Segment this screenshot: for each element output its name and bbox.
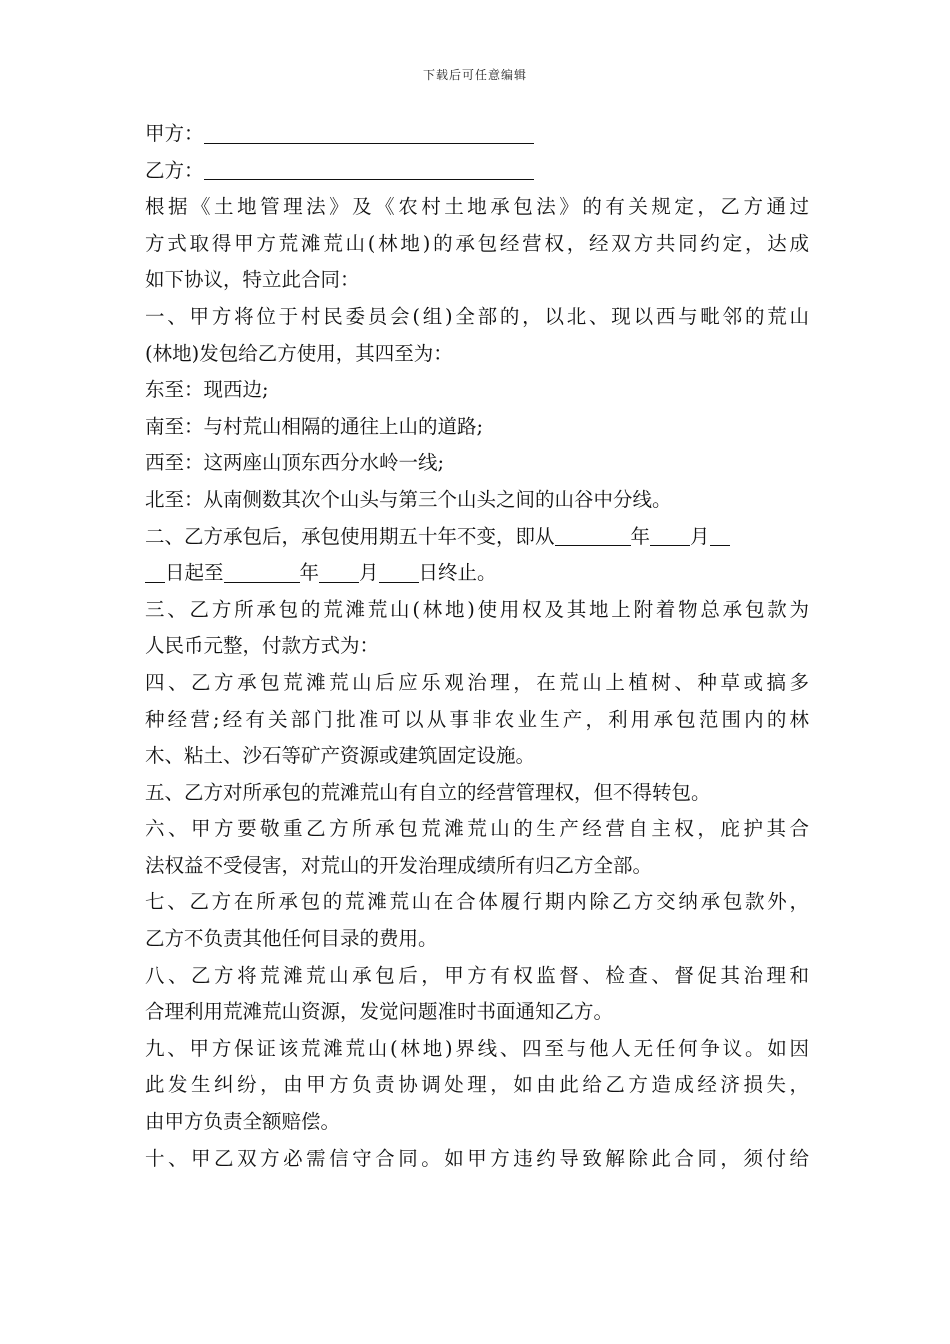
header-note: 下载后可任意编辑 xyxy=(422,68,527,82)
boundary-north: 北至：从南侧数其次个山头与第三个山头之间的山谷中分线。 xyxy=(145,487,672,511)
clause-3-line-1: 三、乙方所承包的荒滩荒山(林地)使用权及其地上附着物总承包款为 xyxy=(145,597,809,621)
start-year-blank[interactable] xyxy=(555,525,631,546)
end-month-blank[interactable] xyxy=(319,561,359,582)
clause-6-line-1: 六、甲方要敬重乙方所承包荒滩荒山的生产经营自主权，庇护其合 xyxy=(145,817,809,841)
clause-10-line-1: 十、甲乙双方必需信守合同。如甲方违约导致解除此合同，须付给 xyxy=(145,1146,809,1170)
clause-2-prefix: 二、乙方承包后，承包使用期五十年不变，即从 xyxy=(145,524,555,548)
party-a-blank[interactable] xyxy=(204,122,534,143)
preamble-line-2: 方式取得甲方荒滩荒山(林地)的承包经营权，经双方共同约定，达成 xyxy=(145,231,809,255)
preamble-line-3: 如下协议，特立此合同： xyxy=(145,268,360,292)
start-year-label: 年 xyxy=(630,524,651,548)
party-b-blank[interactable] xyxy=(204,159,534,180)
clause-4-line-3: 木、粘土、沙石等矿产资源或建筑固定设施。 xyxy=(145,744,536,768)
boundary-east: 东至：现西边; xyxy=(145,378,269,402)
clause-8-line-1: 八、乙方将荒滩荒山承包后，甲方有权监督、检查、督促其治理和 xyxy=(145,963,809,987)
end-year-blank[interactable] xyxy=(224,561,300,582)
clause-7-line-1: 七、乙方在所承包的荒滩荒山在合体履行期内除乙方交纳承包款外， xyxy=(145,890,809,914)
start-day-blank-cont[interactable] xyxy=(145,561,165,582)
clause-2-line-2 xyxy=(145,555,809,592)
clause-4-line-2: 种经营;经有关部门批准可以从事非农业生产，利用承包范围内的林 xyxy=(145,707,809,731)
clause-1-line-1: 一、甲方将位于村民委员会(组)全部的，以北、现以西与毗邻的荒山 xyxy=(145,304,809,328)
end-day-blank[interactable] xyxy=(379,561,419,582)
end-day-label: 日终止。 xyxy=(418,561,497,585)
clause-9-line-3: 由甲方负责全额赔偿。 xyxy=(145,1110,341,1134)
clause-3-line-2: 人民币元整，付款方式为： xyxy=(145,634,380,658)
party-a-label: 甲方： xyxy=(145,122,204,145)
clause-4-line-1: 四、乙方承包荒滩荒山后应乐观治理，在荒山上植树、种草或搞多 xyxy=(145,670,809,694)
clause-5-line-1: 五、乙方对所承包的荒滩荒山有自立的经营管理权，但不得转包。 xyxy=(145,780,711,804)
clause-9-line-2: 此发生纠纷，由甲方负责协调处理，如由此给乙方造成经济损失， xyxy=(145,1073,809,1097)
start-day-blank[interactable] xyxy=(710,525,730,546)
party-b-line xyxy=(145,153,809,190)
clause-1-line-2: (林地)发包给乙方使用，其四至为： xyxy=(145,341,453,365)
start-month-blank[interactable] xyxy=(650,525,690,546)
start-day-label: 日起至 xyxy=(165,561,224,585)
boundary-south: 南至：与村荒山相隔的通往上山的道路; xyxy=(145,414,484,438)
clause-9-line-1: 九、甲方保证该荒滩荒山(林地)界线、四至与他人无任何争议。如因 xyxy=(145,1036,809,1060)
start-month-label: 月 xyxy=(690,524,710,548)
boundary-west: 西至：这两座山顶东西分水岭一线; xyxy=(145,451,445,475)
clause-2-line-1 xyxy=(145,519,809,556)
clause-8-line-2: 合理利用荒滩荒山资源，发觉问题准时书面通知乙方。 xyxy=(145,1000,614,1024)
party-a-line xyxy=(145,116,809,153)
end-year-label: 年 xyxy=(299,561,320,585)
preamble-line-1: 根据《土地管理法》及《农村土地承包法》的有关规定，乙方通过 xyxy=(145,195,809,219)
end-month-label: 月 xyxy=(359,561,379,585)
clause-7-line-2: 乙方不负责其他任何目录的费用。 xyxy=(145,927,438,951)
contract-body xyxy=(145,116,809,1177)
clause-6-line-2: 法权益不受侵害，对荒山的开发治理成绩所有归乙方全部。 xyxy=(145,853,653,877)
party-b-label: 乙方： xyxy=(145,158,204,182)
